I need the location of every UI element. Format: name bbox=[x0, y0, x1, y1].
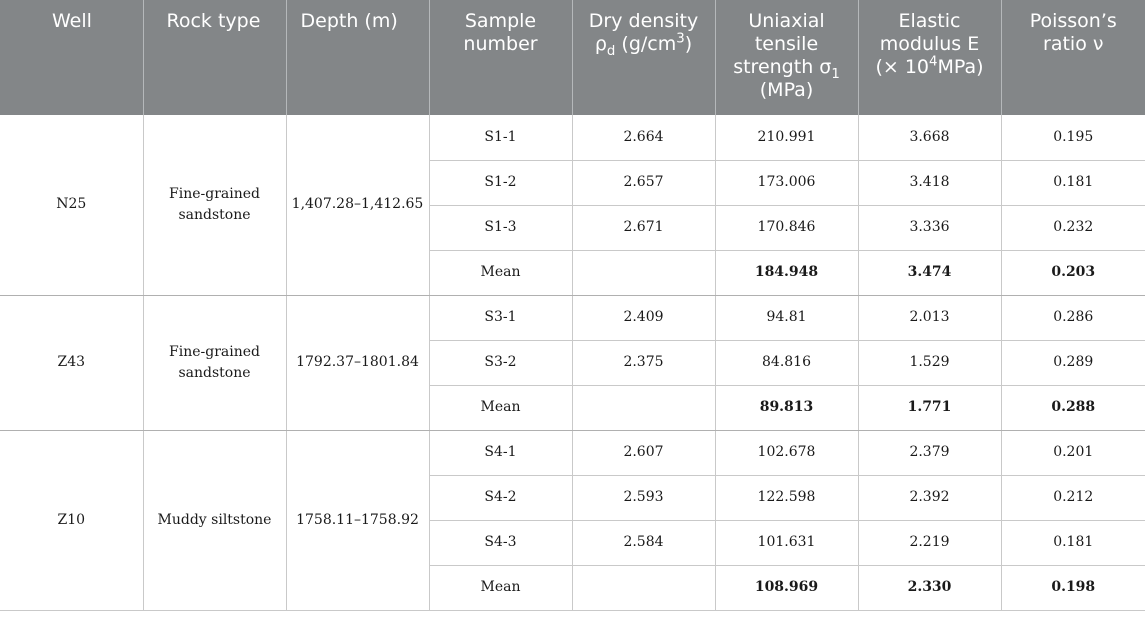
density-cell: 2.584 bbox=[572, 520, 715, 565]
poisson-cell: 0.195 bbox=[1001, 115, 1145, 160]
depth-cell: 1792.37–1801.84 bbox=[286, 295, 429, 430]
density-cell: 2.593 bbox=[572, 475, 715, 520]
header-dry-density: Dry density $\rho_d$ $(g/cm^3)$ bbox=[572, 0, 715, 115]
sample-cell: S1-3 bbox=[429, 205, 572, 250]
table-row bbox=[0, 295, 1145, 340]
poisson-cell: 0.289 bbox=[1001, 340, 1145, 385]
modulus-cell: 3.418 bbox=[858, 160, 1001, 205]
strength-cell: 170.846 bbox=[715, 205, 858, 250]
modulus-cell: 2.219 bbox=[858, 520, 1001, 565]
density-cell: 2.409 bbox=[572, 295, 715, 340]
table-body bbox=[0, 115, 1145, 610]
strength-cell: 102.678 bbox=[715, 430, 858, 475]
strength-cell: 84.816 bbox=[715, 340, 858, 385]
strength-cell: 173.006 bbox=[715, 160, 858, 205]
mean-density-cell bbox=[572, 385, 715, 430]
density-cell: 2.657 bbox=[572, 160, 715, 205]
poisson-cell: 0.181 bbox=[1001, 520, 1145, 565]
header-uniaxial-strength: Uniaxial tensile strength $\sigma_1$ (MPa) bbox=[715, 0, 858, 115]
mean-modulus-cell: 2.330 bbox=[858, 565, 1001, 610]
poisson-cell: 0.201 bbox=[1001, 430, 1145, 475]
mean-modulus-cell: 1.771 bbox=[858, 385, 1001, 430]
well-cell: N25 bbox=[0, 115, 143, 295]
sample-cell: S3-2 bbox=[429, 340, 572, 385]
sample-cell: S1-1 bbox=[429, 115, 572, 160]
header-poisson-ratio: Poisson’s ratio ν bbox=[1001, 0, 1145, 115]
table-header bbox=[0, 0, 1145, 115]
mean-density-cell bbox=[572, 565, 715, 610]
poisson-cell: 0.181 bbox=[1001, 160, 1145, 205]
poisson-cell: 0.286 bbox=[1001, 295, 1145, 340]
mean-label-cell: Mean bbox=[429, 250, 572, 295]
sample-cell: S4-1 bbox=[429, 430, 572, 475]
depth-cell: 1,407.28–1,412.65 bbox=[286, 115, 429, 295]
strength-cell: 122.598 bbox=[715, 475, 858, 520]
density-cell: 2.671 bbox=[572, 205, 715, 250]
modulus-cell: 2.013 bbox=[858, 295, 1001, 340]
density-cell: 2.664 bbox=[572, 115, 715, 160]
well-cell: Z43 bbox=[0, 295, 143, 430]
rock-type-cell: Fine-grained sandstone bbox=[143, 295, 286, 430]
modulus-cell: 3.668 bbox=[858, 115, 1001, 160]
strength-cell: 210.991 bbox=[715, 115, 858, 160]
depth-cell: 1758.11–1758.92 bbox=[286, 430, 429, 610]
mean-density-cell bbox=[572, 250, 715, 295]
rock-type-cell: Fine-grained sandstone bbox=[143, 115, 286, 295]
modulus-cell: 2.379 bbox=[858, 430, 1001, 475]
mean-label-cell: Mean bbox=[429, 385, 572, 430]
poisson-cell: 0.212 bbox=[1001, 475, 1145, 520]
strength-cell: 94.81 bbox=[715, 295, 858, 340]
header-sample-number: Sample number bbox=[429, 0, 572, 115]
sample-cell: S3-1 bbox=[429, 295, 572, 340]
header-depth: Depth (m) bbox=[286, 0, 429, 115]
mean-strength-cell: 89.813 bbox=[715, 385, 858, 430]
mean-strength-cell: 108.969 bbox=[715, 565, 858, 610]
density-cell: 2.607 bbox=[572, 430, 715, 475]
sample-cell: S4-2 bbox=[429, 475, 572, 520]
sample-cell: S1-2 bbox=[429, 160, 572, 205]
header-row bbox=[0, 0, 1145, 115]
mean-poisson-cell: 0.288 bbox=[1001, 385, 1145, 430]
mean-strength-cell: 184.948 bbox=[715, 250, 858, 295]
mean-poisson-cell: 0.198 bbox=[1001, 565, 1145, 610]
density-cell: 2.375 bbox=[572, 340, 715, 385]
modulus-cell: 1.529 bbox=[858, 340, 1001, 385]
table-row bbox=[0, 115, 1145, 160]
poisson-cell: 0.232 bbox=[1001, 205, 1145, 250]
modulus-cell: 2.392 bbox=[858, 475, 1001, 520]
well-cell: Z10 bbox=[0, 430, 143, 610]
mean-poisson-cell: 0.203 bbox=[1001, 250, 1145, 295]
header-elastic-modulus: Elastic modulus E (× $10^4MPa$) bbox=[858, 0, 1001, 115]
sample-cell: S4-3 bbox=[429, 520, 572, 565]
modulus-cell: 3.336 bbox=[858, 205, 1001, 250]
table-row bbox=[0, 430, 1145, 475]
mean-label-cell: Mean bbox=[429, 565, 572, 610]
header-well: Well bbox=[0, 0, 143, 115]
rock-type-cell: Muddy siltstone bbox=[143, 430, 286, 610]
strength-cell: 101.631 bbox=[715, 520, 858, 565]
mean-modulus-cell: 3.474 bbox=[858, 250, 1001, 295]
header-rock-type: Rock type bbox=[143, 0, 286, 115]
